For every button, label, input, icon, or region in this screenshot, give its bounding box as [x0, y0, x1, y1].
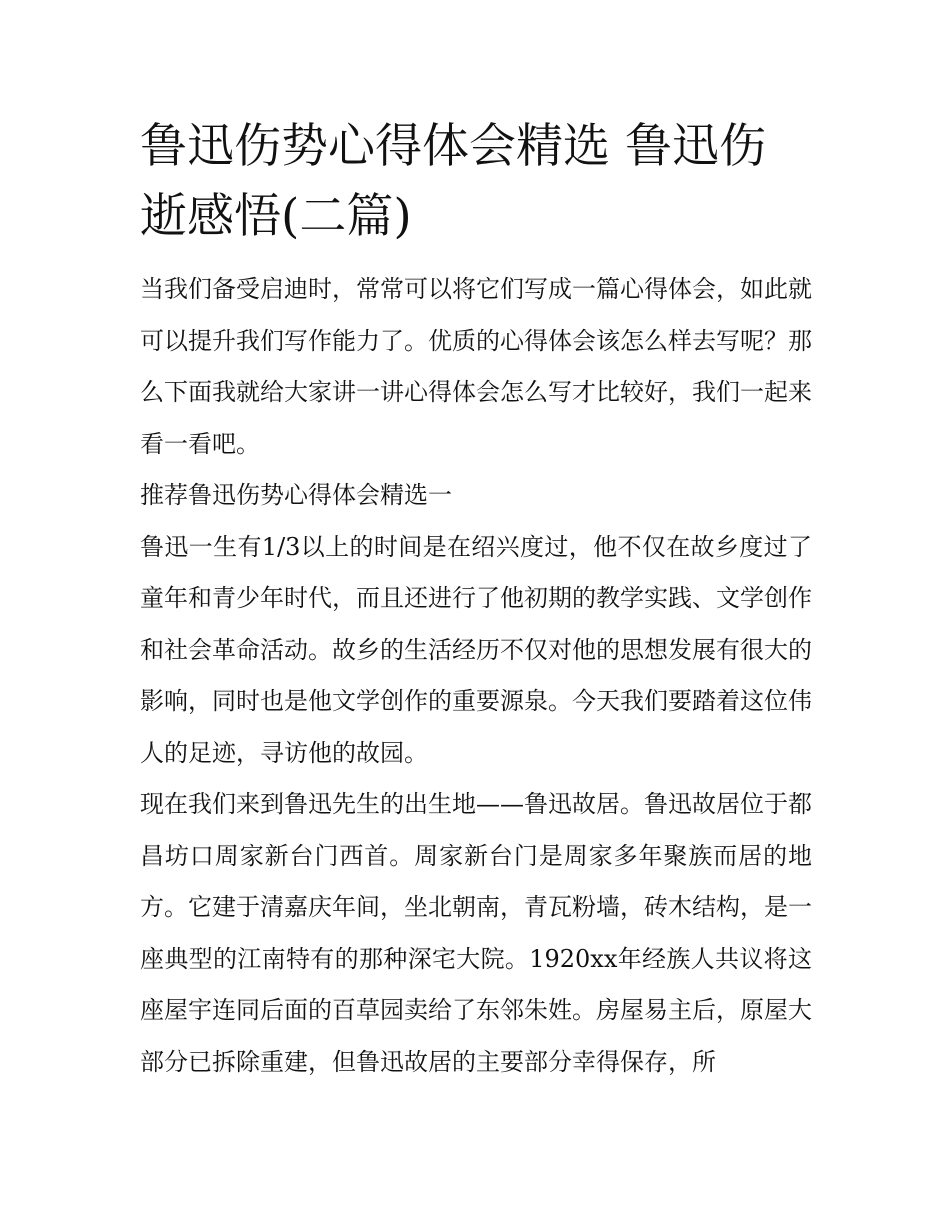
- section-heading: 推荐鲁迅伤势心得体会精选一: [140, 481, 452, 509]
- intro-paragraph: 当我们备受启迪时，常常可以将它们写成一篇心得体会，如此就可以提升我们写作能力了。优质的心得体会该怎么样去写呢？那么下面我就给大家讲一讲心得体会怎么写才比较好，我们一起来看一看吧。: [140, 275, 812, 458]
- document-body: [140, 264, 812, 1088]
- body-paragraph: 现在我们来到鲁迅先生的出生地——鲁迅故居。鲁迅故居位于都昌坊口周家新台门西首。周家新台门是周家多年聚族而居的地方。它建于清嘉庆年间，坐北朝南，青瓦粉墙，砖木结构，是一座典型的江南特有的那种深宅大院。1920xx年经族人共议将这座屋宇连同后面的百草园卖给了东邻朱姓。房屋易主后，原屋大部分已拆除重建，但鲁迅故居的主要部分幸得保存，所: [140, 790, 812, 1076]
- body-paragraph: 鲁迅一生有1/3以上的时间是在绍兴度过，他不仅在故乡度过了童年和青少年时代，而且还进行了他初期的教学实践、文学创作和社会革命活动。故乡的生活经历不仅对他的思想发展有很大的影响，同时也是他文学创作的重要源泉。今天我们要踏着这位伟人的足迹，寻访他的故园。: [140, 532, 812, 767]
- document-title: 鲁迅伤势心得体会精选 鲁迅伤逝感悟(二篇): [140, 119, 766, 244]
- document-page: [140, 112, 812, 1088]
